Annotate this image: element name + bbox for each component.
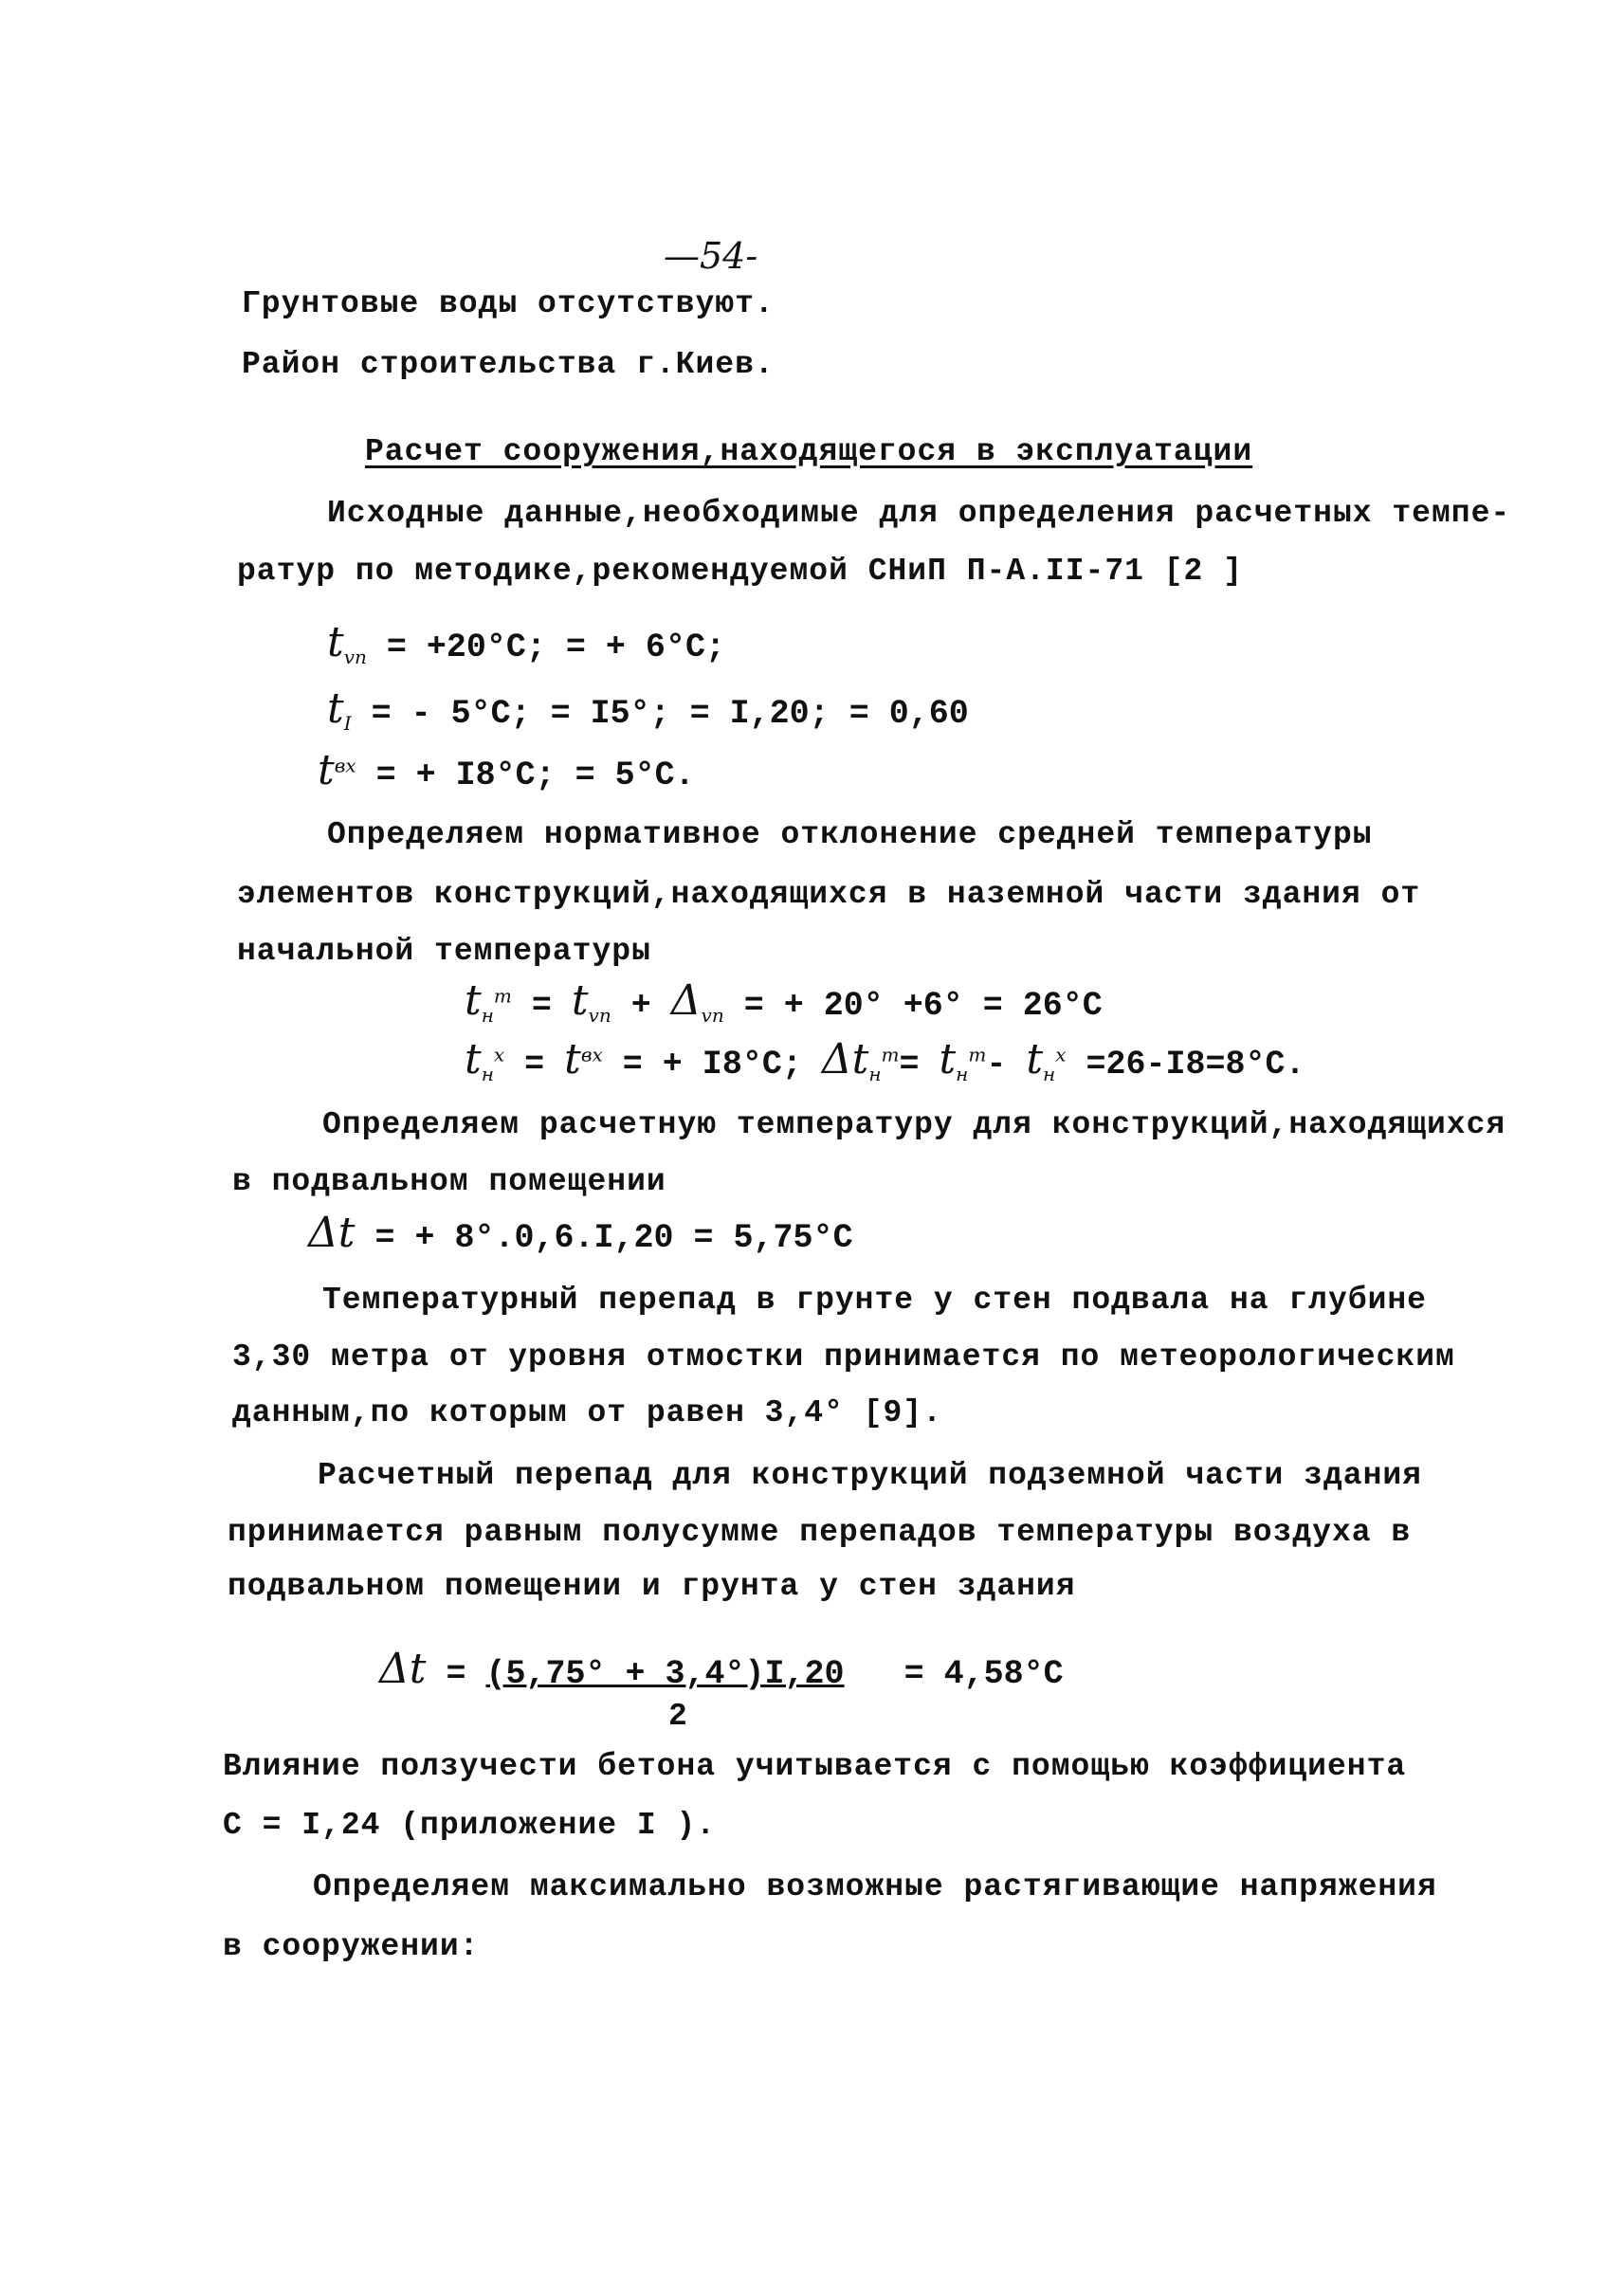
calc-line-1: Определяем расчетную температуру для конструкций,находящихся: [322, 1107, 1506, 1142]
creep-line-2: С = I,24 (приложение I ).: [223, 1808, 717, 1843]
ground-line-2: 3,30 метра от уровня отмостки принимается по метеорологическим: [232, 1339, 1455, 1375]
fraction-denominator: 2: [668, 1699, 687, 1734]
design-line-2: принимается равным полусумме перепадов температуры воздуха в: [228, 1515, 1412, 1550]
creep-line-1: Влияние ползучести бетона учитывается с помощью коэффициента: [223, 1749, 1407, 1784]
input-row-3: $t^{вх}$ = + I8°С; = 5°С.: [318, 746, 695, 794]
calc-line-2: в подвальном помещении: [232, 1164, 666, 1199]
intro-line-2: ратур по методике,рекомендуемой СНиП П-А.II-71 [2 ]: [237, 554, 1243, 589]
input-row-2: $t_I$ = - 5°С; = I5°; = I,20; = 0,60: [327, 684, 969, 735]
fraction-numerator: (5,75° + 3,4°)I,20: [485, 1655, 845, 1693]
fraction-equation: Δt = (5,75° + 3,4°)I,20 = 4,58°С: [379, 1645, 1064, 1693]
final-line-2: в сооружении:: [223, 1929, 480, 1964]
equation-basement: Δt = + 8°.0,6.I,20 = 5,75°С: [308, 1209, 853, 1257]
input-row-1: $t_{vn} = +20^\circ С$; = + 6°С;: [327, 618, 725, 668]
intro-line-1: Исходные данные,необходимые для определения расчетных темпе-: [327, 496, 1511, 531]
paragraph-groundwater: Грунтовые воды отсутствуют.: [242, 286, 775, 321]
page-number: —54-: [664, 235, 758, 277]
fraction-result: = 4,58°С: [903, 1655, 1064, 1693]
section-heading: Расчет сооружения,находящегося в эксплуатации: [365, 434, 1253, 469]
norm-line-2: элементов конструкций,находящихся в наземной части здания от: [237, 877, 1421, 912]
design-line-3: подвальном помещении и грунта у стен здания: [228, 1569, 1076, 1604]
equation-tn: $t_н^т = t_{vn} + \Delta_{vn}$ = + 20° +6° = 26°С: [465, 976, 1103, 1027]
norm-line-3: начальной температуры: [237, 934, 651, 969]
ground-line-1: Температурный перепад в грунте у стен подвала на глубине: [322, 1283, 1427, 1318]
norm-line-1: Определяем нормативное отклонение средней температуры: [327, 817, 1373, 852]
design-line-1: Расчетный перепад для конструкций подземной части здания: [318, 1458, 1422, 1493]
paragraph-location: Район строительства г.Киев.: [242, 347, 775, 382]
equation-tx: $t_н^х = t^{вх}$ = + I8°С; $\Delta t_н^т= t_н^т-$ $t_н^х =26-I8=8^\circ С$.: [465, 1035, 1305, 1085]
final-line-1: Определяем максимально возможные растягивающие напряжения: [313, 1869, 1437, 1904]
ground-line-3: данным,по которым от равен 3,4° [9].: [232, 1395, 942, 1430]
